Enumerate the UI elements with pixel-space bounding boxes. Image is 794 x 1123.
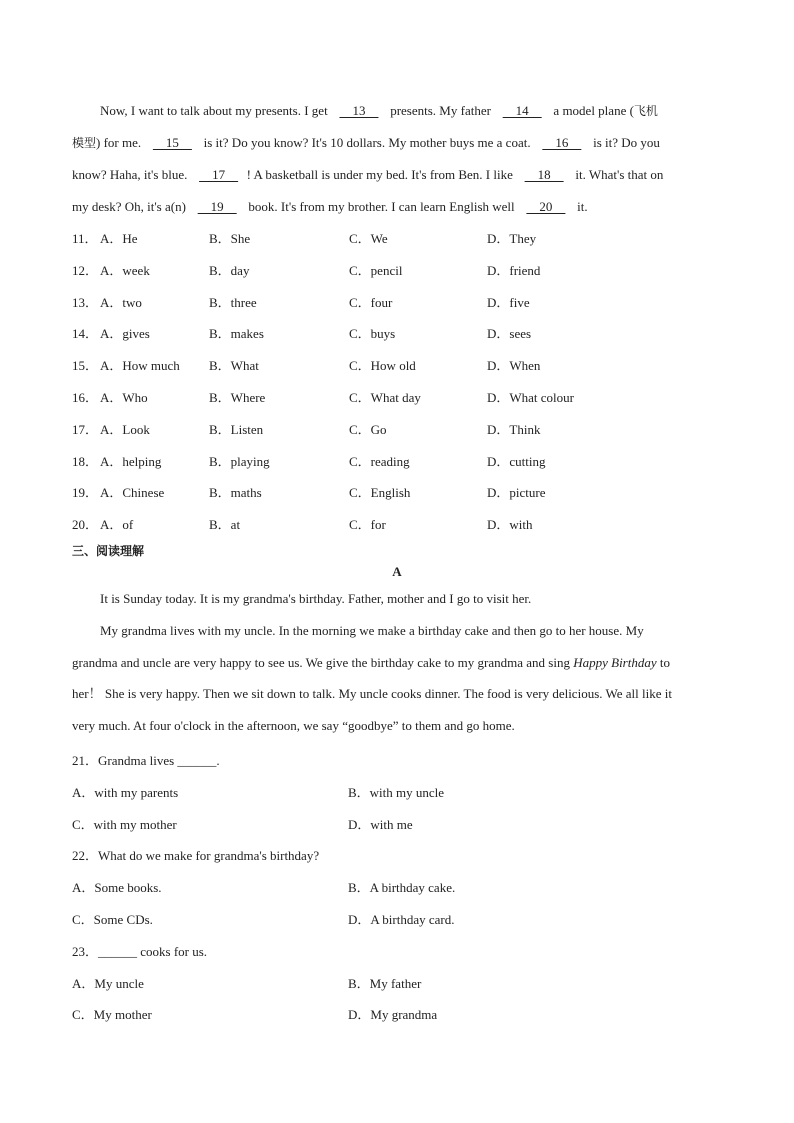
question-22-option-b[interactable]: B．A birthday cake.: [348, 880, 456, 895]
option-d[interactable]: D．with: [487, 517, 533, 533]
question-number: 15．: [72, 358, 99, 374]
option-a[interactable]: A．He: [100, 231, 138, 246]
question-21-option-d[interactable]: D．with me: [348, 817, 413, 832]
cloze-option-row: [72, 295, 722, 311]
option-c[interactable]: C．What day: [349, 390, 421, 405]
blank-20: 20: [526, 199, 566, 214]
option-a[interactable]: A．two: [100, 294, 142, 310]
option-c[interactable]: C．We: [349, 231, 388, 246]
option-d[interactable]: D．picture: [487, 485, 546, 501]
cloze-option-row: [72, 390, 722, 406]
option-b[interactable]: B．maths: [209, 485, 262, 501]
option-b[interactable]: B．three: [209, 294, 257, 310]
option-c[interactable]: C．Go: [349, 421, 387, 437]
cloze-line-2: 模型) for me. 15 is it? Do you know? It's 10 dollars. My mother buys me a coat. 16 is it? Do you: [72, 135, 660, 150]
passage-p2-line-3: her！ She is very happy. Then we sit down to talk. My uncle cooks dinner. The food is very delicious. We all like it: [72, 686, 672, 701]
option-a[interactable]: A．week: [100, 262, 150, 278]
blank-19: 19: [197, 199, 237, 214]
option-b[interactable]: B．What: [209, 358, 259, 374]
question-number: 12．: [72, 262, 99, 278]
blank-13: 13: [339, 103, 379, 118]
question-23-option-a[interactable]: A．My uncle: [72, 976, 144, 991]
option-c[interactable]: C．buys: [349, 326, 396, 342]
option-c[interactable]: C．English: [349, 485, 411, 501]
question-number: 19．: [72, 485, 99, 501]
cloze-option-row: [72, 358, 722, 374]
blank-15: 15: [152, 135, 192, 150]
cloze-option-row: [72, 231, 722, 247]
question-number: 11．: [72, 231, 98, 246]
option-a[interactable]: A．How much: [100, 358, 180, 374]
question-23-option-c[interactable]: C．My mother: [72, 1007, 152, 1022]
option-b[interactable]: B．makes: [209, 326, 264, 342]
blank-16: 16: [542, 135, 582, 150]
cloze-line-4: my desk? Oh, it's a(n) 19 book. It's from my brother. I can learn English well 20 it.: [72, 199, 588, 214]
question-23-option-b[interactable]: B．My father: [348, 976, 422, 991]
option-b[interactable]: B．She: [209, 231, 251, 246]
cloze-option-row: [72, 422, 722, 438]
question-21-option-a[interactable]: A．with my parents: [72, 785, 179, 800]
option-a[interactable]: A．Chinese: [100, 485, 165, 501]
passage-p2-line-4: very much. At four o'clock in the afternoon, we say “goodbye” to them and go home.: [72, 718, 515, 733]
cloze-option-row: [72, 485, 722, 501]
cloze-option-row: [72, 454, 722, 470]
question-number: 18．: [72, 453, 99, 469]
section-heading: 三、阅读理解: [72, 544, 145, 558]
cloze-option-row: [72, 326, 722, 342]
question-21-option-c[interactable]: C．with my mother: [72, 817, 177, 832]
blank-17: 17: [199, 167, 239, 182]
option-b[interactable]: B．Listen: [209, 421, 264, 437]
cloze-line-3: know? Haha, it's blue. 17 ! A basketball is under my bed. It's from Ben. I like 18 it. What's that on: [72, 167, 664, 182]
option-c[interactable]: C．How old: [349, 358, 416, 374]
passage-paragraph-1: It is Sunday today. It is my grandma's birthday. Father, mother and I go to visit her.: [100, 591, 532, 606]
option-d[interactable]: D．friend: [487, 262, 541, 278]
question-number: 17．: [72, 421, 99, 437]
cloze-line-1: Now, I want to talk about my presents. I get 13 presents. My father 14 a model plane (飞机: [100, 103, 658, 118]
passage-title: A: [392, 564, 402, 579]
question-21-stem: 21．Grandma lives ______.: [72, 753, 220, 768]
question-22-option-d[interactable]: D．A birthday card.: [348, 912, 455, 927]
passage-p2-line-1: My grandma lives with my uncle. In the morning we make a birthday cake and then go to her house. My: [100, 623, 644, 638]
passage-p2-line-2: grandma and uncle are very happy to see us. We give the birthday cake to my grandma and sing Happy Birthday to: [72, 655, 670, 670]
question-23-stem: 23．______ cooks for us.: [72, 944, 208, 959]
question-21-option-b[interactable]: B．with my uncle: [348, 785, 445, 800]
question-22-stem: 22．What do we make for grandma's birthday?: [72, 848, 320, 863]
option-a[interactable]: A．helping: [100, 453, 162, 469]
option-b[interactable]: B．at: [209, 517, 241, 533]
question-number: 16．: [72, 390, 99, 405]
option-b[interactable]: B．playing: [209, 453, 270, 469]
option-b[interactable]: B．Where: [209, 390, 266, 405]
question-22-option-a[interactable]: A．Some books.: [72, 880, 162, 895]
option-d[interactable]: D．They: [487, 231, 537, 246]
option-a[interactable]: A．Look: [100, 421, 150, 437]
option-d[interactable]: D．When: [487, 358, 541, 374]
option-d[interactable]: D．What colour: [487, 390, 575, 405]
option-c[interactable]: C．reading: [349, 453, 410, 469]
option-b[interactable]: B．day: [209, 262, 250, 278]
option-d[interactable]: D．cutting: [487, 453, 546, 469]
option-d[interactable]: D．Think: [487, 421, 541, 437]
option-a[interactable]: A．of: [100, 517, 134, 533]
option-d[interactable]: D．five: [487, 294, 530, 310]
blank-14: 14: [502, 103, 542, 118]
question-number: 13．: [72, 294, 99, 310]
option-d[interactable]: D．sees: [487, 326, 532, 342]
cloze-option-row: [72, 263, 722, 279]
blank-18: 18: [524, 167, 564, 182]
question-22-option-c[interactable]: C．Some CDs.: [72, 912, 153, 927]
option-c[interactable]: C．for: [349, 517, 386, 533]
question-number: 14．: [72, 326, 99, 342]
question-23-option-d[interactable]: D．My grandma: [348, 1007, 438, 1022]
option-a[interactable]: A．Who: [100, 390, 148, 405]
option-c[interactable]: C．pencil: [349, 262, 403, 278]
cloze-option-row: [72, 517, 722, 533]
option-a[interactable]: A．gives: [100, 326, 150, 342]
question-number: 20．: [72, 517, 99, 533]
option-c[interactable]: C．four: [349, 294, 393, 310]
